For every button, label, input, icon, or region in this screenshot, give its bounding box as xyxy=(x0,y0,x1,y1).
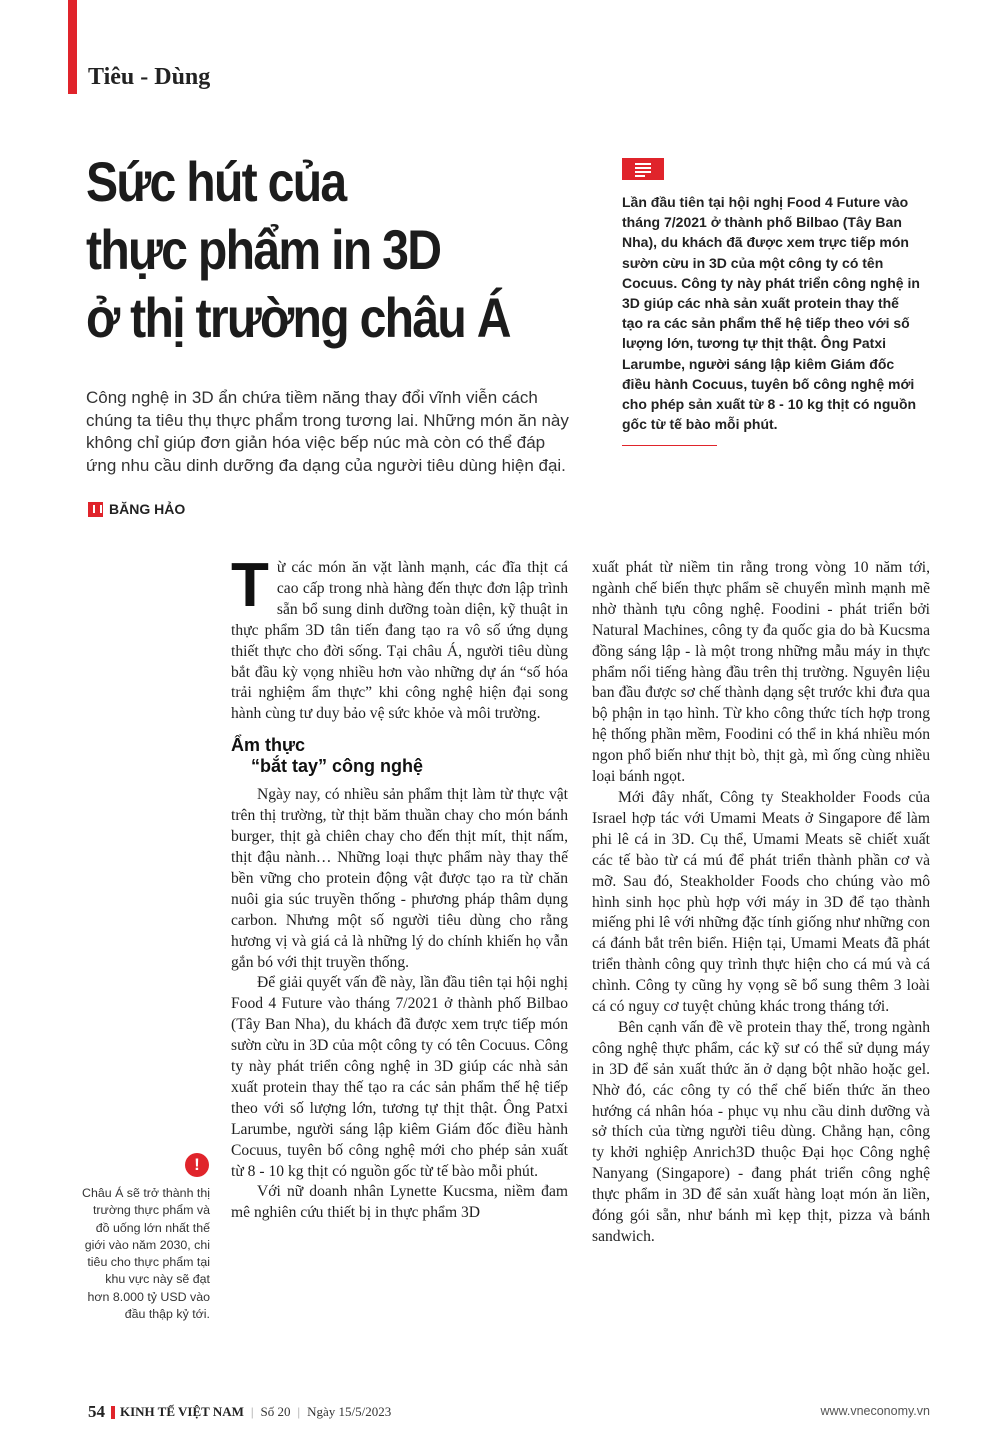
footer-separator: | xyxy=(297,1404,301,1419)
paragraph-5: Mới đây nhất, Công ty Steakholder Foods của Israel hợp tác với Umami Meats ở Singapore để làm phi lê cá in 3D. Cụ thể, Umami Meats sẽ chiết xuất các tế bào từ cá mú để phát triển thành phần cơ và mỡ. Sau đó, Steakholder Foods cho chúng vào mô hình sinh học phù hợp với máy in 3D để tạo thành miếng phi lê với những đặc tính giống như những con cá đánh bắt trên biển. Hiện tại, Umami Meats đã phát triển thành công quy trình thực hiện cho cá mú và cá chình. Công ty cũng hy vọng sẽ bổ sung thêm 3 loài cá có nguy cơ tuyệt chủng khác trong tháng tới. xyxy=(592,788,930,1016)
paragraph-1 xyxy=(231,551,568,725)
sapo-divider xyxy=(622,445,717,446)
page-footer xyxy=(88,1402,391,1422)
text-lines-icon xyxy=(622,158,664,180)
title-line-3: ở thị trường châu Á xyxy=(86,286,510,349)
byline xyxy=(88,501,185,517)
pen-icon xyxy=(88,502,103,517)
paragraph-1-text: ừ các món ăn vặt lành mạnh, các đĩa thịt cá cao cấp trong nhà hàng đến thực đơn lập trình sẵn bổ sung dinh dưỡng toàn diện, kỹ thuật in thực phẩm 3D tân tiến đang tạo ra vô số ứng dụng thiết thực cho đời sống. Tại châu Á, người tiêu dùng bắt đầu kỳ vọng nhiều hơn vào những dự án “số hóa trải nghiệm ẩm thực” khi công nghệ hiện đại song hành cùng tư duy bảo vệ sức khỏe và môi trường. xyxy=(231,559,568,723)
side-note: Châu Á sẽ trở thành thị trường thực phẩm và đồ uống lớn nhất thế giới vào năm 2030, chi tiêu cho thực phẩm tại khu vực này sẽ đạt hơn 8.000 tỷ USD vào đầu thập kỷ tới. xyxy=(82,1186,210,1322)
footer-accent-bar xyxy=(111,1406,115,1419)
paragraph-4-end: xuất phát từ niềm tin rằng trong vòng 10 năm tới, ngành chế biến thực phẩm sẽ chuyển mình mạnh mẽ nhờ thành tựu công nghệ. Foodini - phát triển bởi Natural Machines, công ty đa quốc gia do bà Kucsma đồng sáng lập - là một trong những mẫu máy in thực phẩm nổi tiếng hàng đầu trên thị trường. Nguyên liệu ban đầu được sơ chế thành dạng sệt trước khi đưa qua bộ phận in tạo hình. Từ kho công thức tích hợp trong hệ thống phần mềm, Foodini có thể in khá nhiều món ngon phổ biến như thịt bò, thịt gà, mì ống cùng nhiều loại bánh ngọt. xyxy=(592,559,930,786)
magazine-name: KINH TẾ VIỆT NAM xyxy=(120,1404,244,1419)
subheading xyxy=(231,735,568,777)
footer-separator: | xyxy=(250,1404,254,1419)
section-label: Tiêu - Dùng xyxy=(88,64,211,90)
article-sapo: Lần đầu tiên tại hội nghị Food 4 Future vào tháng 7/2021 ở thành phố Bilbao (Tây Ban Nha), du khách đã được xem trực tiếp món sườn cừu in 3D của một công ty có tên Cocuus. Công ty này phát triển công nghệ in 3D giúp các nhà sản xuất protein thay thế tạo ra các sản phẩm thế hệ tiếp theo với số lượng lớn, tương tự thịt thật. Ông Patxi Larumbe, người sáng lập kiêm Giám đốc điều hành Cocuus, tuyên bố công nghệ mới cho phép sản xuất từ 8 - 10 kg thịt có nguồn gốc từ tế bào mỗi phút. xyxy=(622,194,920,433)
exclamation-icon: ! xyxy=(185,1153,209,1177)
paragraph-4-start: Với nữ doanh nhân Lynette Kucsma, niềm đam mê nghiên cứu thiết bị in thực phẩm 3D xyxy=(231,1183,568,1222)
title-line-1: Sức hút của xyxy=(86,150,346,213)
subheading-line-1: Ẩm thực xyxy=(231,735,306,756)
title-line-2: thực phẩm in 3D xyxy=(86,218,441,281)
article-title xyxy=(86,148,533,352)
section-accent-bar xyxy=(68,0,77,94)
drop-cap: T xyxy=(231,551,269,620)
paragraph-2: Ngày nay, có nhiều sản phẩm thịt làm từ thực vật trên thị trường, từ thịt băm thuần chay cho món bánh burger, thịt gà chiên chay cho đến thịt mít, thịt nấm, thịt đậu nành… Những loại thực phẩm này thay thế bền vững cho protein động vật được tạo ra từ chăn nuôi gia súc truyền thống - phương pháp thâm dụng carbon. Nhưng một số người tiêu dùng cho rằng hương vị và giá cả là những lý do chính khiến họ vẫn gắn bó với thịt truyền thống. xyxy=(231,786,568,971)
body-column-left xyxy=(231,551,568,1224)
page-number: 54 xyxy=(88,1402,105,1421)
paragraph-3: Để giải quyết vấn đề này, lần đầu tiên tại hội nghị Food 4 Future vào tháng 7/2021 ở thành phố Bilbao (Tây Ban Nha), du khách đã được xem trực tiếp món sườn cừu in 3D của một công ty có tên Cocuus. Công ty này phát triển công nghệ in 3D giúp các nhà sản xuất protein thay thế tạo ra các sản phẩm thế hệ tiếp theo với số lượng lớn, tương tự thịt thật. Ông Patxi Larumbe, người sáng lập kiêm Giám đốc điều hành Cocuus, tuyên bố công nghệ mới cho phép sản xuất từ 8 - 10 kg thịt có nguồn gốc từ tế bào mỗi phút. xyxy=(231,974,568,1180)
article-lede: Công nghệ in 3D ẩn chứa tiềm năng thay đổi vĩnh viễn cách chúng ta tiêu thụ thực phẩm trong tương lai. Những món ăn này không chỉ giúp đơn giản hóa việc bếp núc mà còn có thể đáp ứng nhu cầu dinh dưỡng đa dạng của người tiêu dùng hiện đại. xyxy=(86,388,569,475)
body-column-right xyxy=(592,558,930,1248)
website-url: www.vneconomy.vn xyxy=(820,1404,930,1418)
subheading-line-2: “bắt tay” công nghệ xyxy=(251,756,424,777)
issue-number: Số 20 xyxy=(260,1404,291,1419)
paragraph-6: Bên cạnh vấn đề về protein thay thế, trong ngành công nghệ thực phẩm, các kỹ sư có thể sử dụng máy in 3D để sản xuất thức ăn ở dạng bột nhão hoặc gel. Nhờ đó, các công ty có thể chế biến thức ăn theo hướng cá nhân hóa - phục vụ nhu cầu dinh dưỡng và sở thích của từng người tiêu dùng. Chẳng hạn, công ty khởi nghiệp Anrich3D thuộc Đại học Công nghệ Nanyang (Singapore) - đang phát triển công nghệ thực phẩm in 3D để sản xuất hàng loạt món ăn liền, đóng gói sẵn, như bánh mì kẹp thịt, pizza và bánh sandwich. xyxy=(592,1018,930,1245)
issue-date: Ngày 15/5/2023 xyxy=(307,1404,392,1419)
author-name: BĂNG HẢO xyxy=(109,501,186,517)
